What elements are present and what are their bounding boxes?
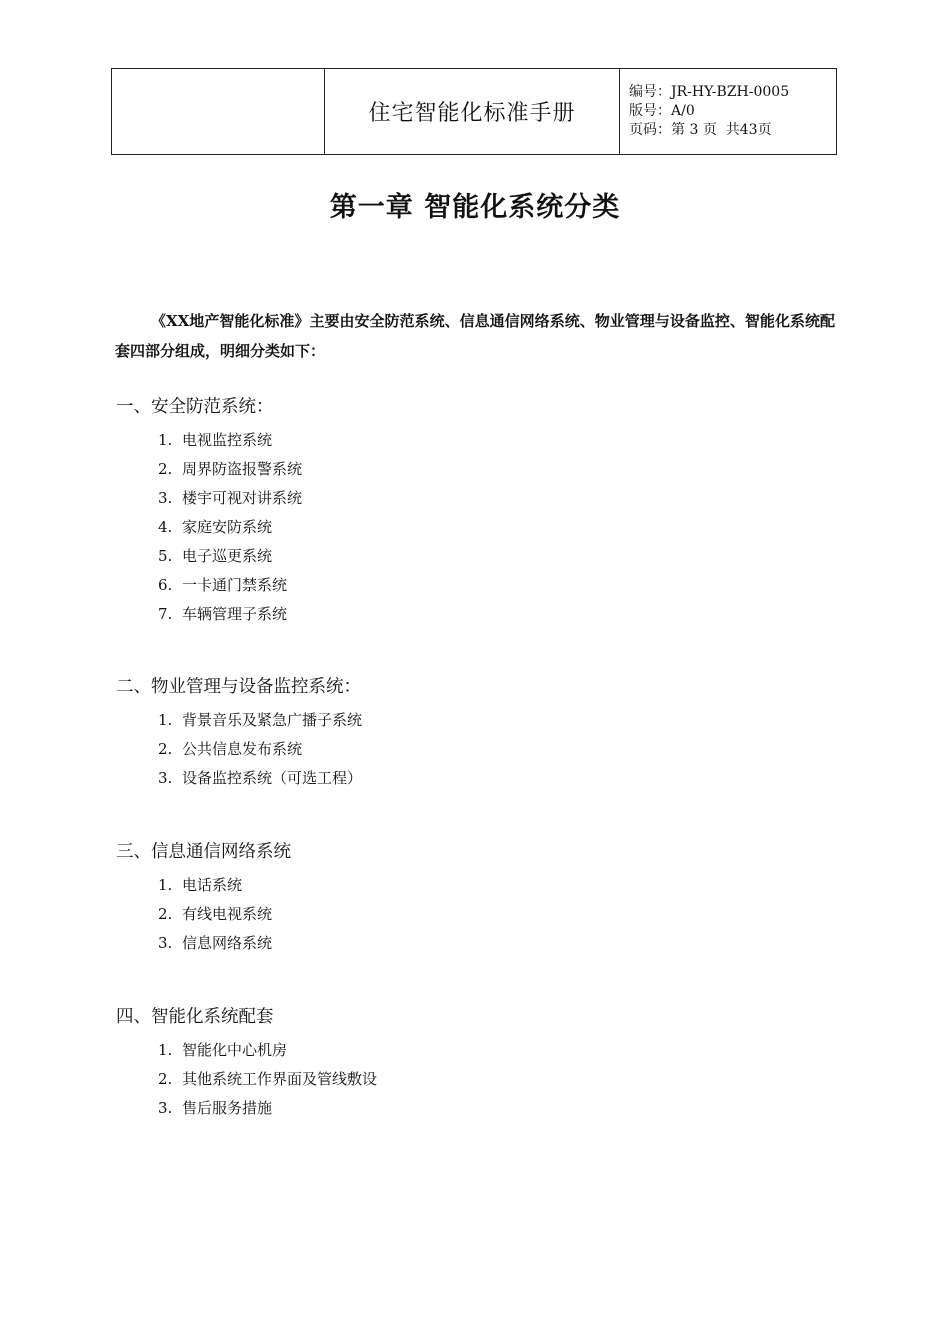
document-meta: [620, 69, 837, 155]
section-heading: 一、安全防范系统：: [116, 397, 274, 417]
code-label: 编号：: [629, 84, 671, 100]
list-item: [116, 764, 362, 793]
item-number: 1.: [158, 1041, 173, 1059]
list-item: [116, 900, 291, 929]
version-value: A/0: [671, 103, 695, 119]
page-total: 43: [739, 122, 758, 138]
list-item: [116, 929, 291, 958]
item-number: 3.: [158, 489, 173, 507]
section-property-management: [116, 672, 362, 793]
item-text: 一卡通门禁系统: [182, 576, 288, 594]
list-item: [116, 513, 302, 542]
list-item: [116, 571, 302, 600]
item-number: 1.: [158, 431, 173, 449]
item-number: 1.: [158, 711, 173, 729]
item-text: 智能化中心机房: [182, 1041, 288, 1059]
document-header-table: [111, 68, 837, 155]
page-prefix: 第: [671, 122, 685, 138]
list-item: [116, 455, 302, 484]
item-number: 4.: [158, 518, 173, 536]
page-current: 3: [689, 122, 699, 138]
item-text: 楼宇可视对讲系统: [182, 489, 303, 507]
item-number: 2.: [158, 740, 173, 758]
document-code: [629, 83, 836, 102]
item-text: 电子巡更系统: [182, 547, 273, 565]
section-communication-network: [116, 837, 291, 958]
list-item: [116, 484, 302, 513]
page-total-prefix: 共: [725, 122, 740, 138]
manual-title: 住宅智能化标准手册: [325, 69, 620, 155]
version-label: 版号：: [629, 103, 671, 119]
item-text: 周界防盗报警系统: [182, 460, 303, 478]
list-item: [116, 1065, 377, 1094]
list-item: [116, 600, 302, 629]
item-number: 2.: [158, 1070, 173, 1088]
section-heading: 四、智能化系统配套: [116, 1007, 274, 1027]
list-item: [116, 426, 302, 455]
item-text: 有线电视系统: [182, 905, 273, 923]
item-number: 2.: [158, 460, 173, 478]
list-item: [116, 706, 362, 735]
item-number: 2.: [158, 905, 173, 923]
item-text: 公共信息发布系统: [182, 740, 303, 758]
list-item: [116, 542, 302, 571]
section-heading: 二、物业管理与设备监控系统：: [116, 677, 361, 697]
item-text: 其他系统工作界面及管线敷设: [182, 1070, 378, 1088]
intro-paragraph: 《XX地产智能化标准》主要由安全防范系统、信息通信网络系统、物业管理与设备监控、智能化系统配套四部分组成，明细分类如下：: [115, 312, 835, 360]
item-number: 3.: [158, 1099, 173, 1117]
list-item: [116, 871, 291, 900]
page-number: [629, 121, 836, 140]
list-item: [116, 1094, 377, 1123]
item-number: 3.: [158, 934, 173, 952]
page-label: 页码：: [629, 122, 671, 138]
item-number: 3.: [158, 769, 173, 787]
section-security: [116, 392, 302, 629]
logo-cell: [112, 69, 325, 155]
item-number: 7.: [158, 605, 173, 623]
page-total-suffix: 页: [757, 122, 772, 138]
item-text: 售后服务措施: [182, 1099, 273, 1117]
item-text: 电话系统: [182, 876, 243, 894]
item-number: 5.: [158, 547, 173, 565]
document-version: [629, 102, 836, 121]
item-text: 背景音乐及紧急广播子系统: [182, 711, 363, 729]
list-item: [116, 1036, 377, 1065]
list-item: [116, 735, 362, 764]
chapter-title: 第一章 智能化系统分类: [329, 192, 621, 223]
item-number: 6.: [158, 576, 173, 594]
item-text: 电视监控系统: [182, 431, 273, 449]
item-text: 设备监控系统（可选工程）: [182, 769, 363, 787]
item-number: 1.: [158, 876, 173, 894]
item-text: 信息网络系统: [182, 934, 273, 952]
item-text: 家庭安防系统: [182, 518, 273, 536]
code-value: JR-HY-BZH-0005: [671, 84, 790, 100]
page-mid: 页: [702, 122, 717, 138]
section-heading: 三、信息通信网络系统: [116, 842, 291, 862]
item-text: 车辆管理子系统: [182, 605, 288, 623]
section-intelligent-support: [116, 1002, 377, 1123]
